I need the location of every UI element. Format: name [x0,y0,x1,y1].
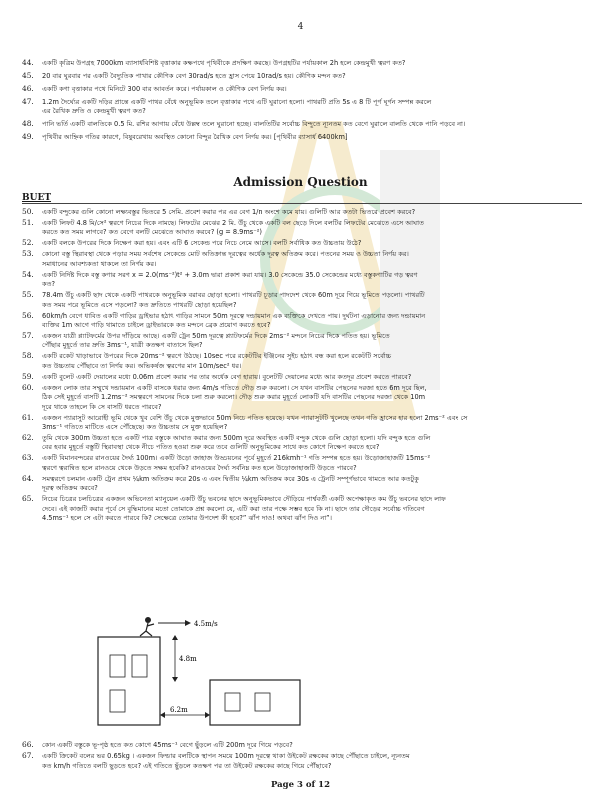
question-item [22,494,582,523]
question-item [22,740,582,750]
question-item [22,84,582,94]
question-number: 63. [22,453,34,463]
question-number: 61. [22,412,34,422]
question-text: সমাধানের আবশ্যকতা থাকলে তা নির্ণয় কর। [42,259,157,268]
divider [22,203,582,204]
question-text: সমত্বরণে চলমান একটি ট্রেন প্রথম ¼km অতিক্রম করে 20s এ এবং দ্বিতীয় ¼km অতিক্রম করে 30s এ ট্রেনটি সম্পূর্ণভাবে থামতে আর কতটুকু [42,474,419,483]
question-item [22,474,582,494]
question-number: 60. [22,382,34,392]
question-number: 49. [22,132,34,142]
question-text: এর রৈখিক দ্রুতি ও কেন্দ্রমুখী ত্বরণ কত? [42,107,146,116]
question-number: 45. [22,71,34,80]
question-text: একটি লিফট 4.8 মি/সে² ত্বরণে নিচের দিকে নামছে। লিফটের মেঝের 2 মি. উঁচু থেকে একটি বল ছেড়ে দিলে বলটির লিফটের মেঝেতে এসে আঘাত [42,219,424,227]
question-number: 64. [22,473,34,483]
question-text: পানি ভর্তি একটি বালতিকে 0.5 মি. রশির আগায় বেঁধে উল্লম্ব তলে ঘুরানো হচ্ছে। বালতিটির সর্বোচ্চ বিন্দুতে ন্যূনতম কত বেগে ঘুরালে বালতি থেকে পানি পড়বে না। [42,120,466,129]
question-item [22,249,582,269]
page-footer: Page 3 of 12 [271,780,330,790]
question-item [22,383,582,412]
figure-height-label: 4.8m [179,655,197,663]
question-text: 20 বার ঘুরবার পর একটি বৈদ্যুতিক পাখার কৌণিক বেগ 30rad/s হতে হ্রাস পেয়ে 10rad/s হয়। কৌণিক মন্দন কত? [42,72,346,80]
question-item [22,58,582,68]
section-heading: Admission Question [233,175,368,189]
figure-gap-label: 6.2m [170,706,188,714]
rooftop-jump-figure [90,615,310,730]
page-number: 4 [297,22,304,32]
question-text: করতে কত সময় লাগবে? কত বেগে বলটি মেঝেতে আঘাত করবে? (g = 8.9ms⁻²) [42,228,262,237]
question-number: 55. [22,290,34,300]
question-text: ত্বরণে ত্বরান্বিত হলে রানওয়ে থেকে উড়তে সক্ষম হবেকি? রানওয়ের দৈর্ঘ্য সর্বনিম্ন কত হলে উড়োজাহাজটি উড়তে পারবে? [42,463,357,472]
question-item [22,207,582,217]
question-number: 50. [22,207,34,216]
question-text: একটি রকেট খাড়াভাবে উপরের দিকে 20ms⁻² ত্বরণে উঠছে। 10sec পরে রকেটটির ইঞ্জিনের সুইচ হঠাৎ বন্ধ করা হলে রকেটটি সর্বোচ্চ [42,352,392,361]
question-text: বের হবার মুহূর্তে বস্তুটি স্থিরাবস্থা থেকে নীচে পতিত হওয়া শুরু করে তবে গুলিটি অনুভূমিকের সাথে কত কোণে নিক্ষেপ করতে হবে? [42,443,380,452]
question-item [22,331,582,351]
figure-velocity-label: 4.5m/s [194,620,218,628]
question-item [22,351,582,371]
question-number: 52. [22,238,34,248]
question-number: 44. [22,58,34,67]
question-text: দূরে থাকে তাহলে কি সে বাসটি ধরতে পারবে? [42,402,162,411]
question-item [22,238,582,248]
question-number: 56. [22,310,34,320]
question-number: 62. [22,433,34,442]
question-item [22,433,582,453]
question-text: একটি বলকে উপরের দিকে নিক্ষেপ করা হয়। এবং এটি 6 সেকেন্ড পরে নিচে নেমে আসে। বলটি সর্বাধিক কত উচ্চতায় উঠে? [42,239,362,248]
question-text: একজন যাত্রী প্ল্যাটফর্মের উপর দাঁড়িয়ে আছে। একটি ট্রেন 50m দূরত্বে প্ল্যাটফর্মের দিকে 2ms⁻² মন্দনে নিচের দিকে পতিত হয়। ভূমিতে [42,332,390,340]
question-text: একটি বন্দুকের গুলি কোনো লক্ষ্যবস্তুর ভিতরে 5 সেমি. প্রবেশ করার পর এর বেগ 1/n অংশে কমে যায়। গুলিটি আর কতটা ভিতরে প্রবেশ করবে? [42,208,416,216]
question-number: 48. [22,119,34,129]
question-text: কোন একটি বস্তুকে ভূ-পৃষ্ঠ হতে কত কোণে 45ms⁻¹ বেগে ছুঁড়লে এটি 200m দূরে গিয়ে পড়বে? [42,741,293,749]
subsection-label: BUET [22,193,52,203]
question-item [22,453,582,473]
question-number: 65. [22,494,34,504]
question-text: একজন প্যারাসুট আরোহী ভূমি থেকে খুব বেশি উঁচু থেকে মুক্তভাবে 50m নিচে পতিত হয়েছে। যখন প্যারাসুটটি খুলেছে তখন গতি হ্রাসের হার হলো 2ms⁻² এবং সে [42,413,468,422]
question-text: একজন লোক তার সম্মুখে দন্ডায়মান একটি বাসকে ধরার জন্য 4m/s গতিতে দৌড় শুরু করলো। সে যখন বাসটির পেছনের দরজা হতে 6m দূরে ছিল, [42,383,427,392]
question-number: 58. [22,351,34,361]
question-item [22,311,582,331]
question-number: 67. [22,751,34,761]
question-text: 4.5ms⁻¹ হলে সে এটা করতে পারবে কি? সেক্ষেত্রে তোমার উপদেশ কী হবে?” ঝাঁপ দাও! অথবা ঝাঁপ দিও না”। [42,514,332,522]
question-number: 59. [22,371,34,381]
question-text: কোনো বস্তু স্থিরাবস্থা থেকে পড়ার সময় সর্বশেষ সেকেন্ডে মোট অতিক্রান্ত দূরত্বের অর্ধেক দূরত্ব অতিক্রম করে। পতনের সময় ও উচ্চতা নির্ণয় কর। [42,250,409,259]
question-text: 3ms⁻¹ গতিতে মাটিতে এসে পৌঁছেছে। কত উচ্চতায় সে মুক্ত হয়েছিল? [42,423,228,431]
question-text: একটি বুলেট একটি দেয়ালের মধ্যে 0.06m প্রবেশ করার পর তার অর্ধেক বেগ হারায়। বুলেটটি দেয়ালের মধ্যে আর কতদূর প্রবেশ করতে পারবে? [42,372,412,381]
question-item [22,751,582,771]
question-text: 78.4m উঁচু একটি ছাদ থেকে একটি পাথরকে অনুভূমিক বরাবর ছোড়া হলো। পাথরটি চূড়ার পাদদেশ থেকে 60m দূরে গিয়ে ভূমিতে পড়লো। পাথরটি [42,291,425,300]
question-number: 47. [22,97,34,106]
question-number: 53. [22,249,34,259]
question-text: 60km/h বেগে ধাবিত একটি গাড়ির ড্রাইভার হঠাৎ গাড়ির সামনে 50m দূরত্বে দন্ডায়মান এক ব্যক্তিকে দেখতে পায়। দুর্ঘটনা এড়ানোর জন্য দন্ডায়মান [42,311,426,320]
question-item [22,218,582,238]
question-text: 1.2m দৈর্ঘ্যের একটি দড়ির প্রান্তে একটি পাথর বেঁধে অনুভূমিক তলে বৃত্তাকার পথে এটি ঘুরানো হলো। পাথরটি প্রতি 5s এ 8 টি পূর্ণ ঘূর্ণন সম্পন্ন করলে [42,98,432,106]
question-text: কত সময় পরে ভূমিতে এসে পড়লো? কত দ্রুতিতে পাথরটি ছোড়া হয়েছিল? [42,300,237,309]
question-text: একটি বিমানবন্দরের রানওয়ের দৈর্ঘ্য 100m। একটি উড়ো জাহাজ উড্ডয়নের পূর্বে মুহূর্তে 216kmh⁻¹ গতি সম্পন্ন হতে হয়। উড়োজাহাজটি 15ms⁻² [42,454,431,463]
question-text: একটি নির্দিষ্ট দিকে বস্তু কণার সরণ x = 2.0(ms⁻²)t² + 3.0m দ্বারা প্রকাশ করা যায়। 3.0 সেকেন্ডে 35.0 সেকেন্ডের মধ্যে বস্তুকণাটির গড় ত্বরণ [42,270,418,279]
question-text: একটি কণা বৃত্তাকার পথে মিনিটে 300 বার আবর্তন করে। পর্যায়কাল ও কৌণিক বেগ নির্ণয় কর। [42,85,287,93]
question-item [22,413,582,433]
question-number: 54. [22,269,34,279]
question-number: 66. [22,740,34,749]
question-text: দেবে। এই কাজটি করার পূর্বে সে বুদ্ধিমানের মতো তোমাকে প্রশ্ন করলো যে, এটি করা তার পক্ষে সম্ভব হবে কি না। ছাদে তার দৌড়ের সর্বোচ্চ গতিবেগ [42,504,425,513]
question-item [22,270,582,290]
question-text: দূরত্ব অতিক্রম করবে? [42,484,98,493]
question-text: ব্যক্তির 1m আগে গাড়ি থামাতে চাইলে ড্রাইভারকে কত মন্দনে ব্রেক প্রয়োগ করতে হবে? [42,321,271,329]
question-text: কত km/h গতিতে বলটি ছুড়তে হবে? এই গতিতে ছুঁড়লে কতক্ষণ পর তা উইকেট রক্ষকের কাছে গিয়ে পৌঁছাবে? [42,761,332,770]
question-text: একটি ক্রিকেট বলের ভর 0.65kg । একজন ফিল্ডার বলটিকে স্থাপন সময়ে 100m দূরত্বে থাকা উইকেট রক্ষকের কাছে পৌঁছাতে চাইলে, ন্যূনতম [42,752,410,761]
question-text: নিচের চিত্রের চলচিত্রের একজন অভিনেতা ম্যানুয়েল একটি উঁচু ভবনের ছাদে অনুভূমিকভাবে দৌড়িয়ে পার্শ্ববর্তী একটি অপেক্ষাকৃত কম উঁচু ভবনের ছাদে লাফ [42,495,446,504]
question-number: 51. [22,218,34,227]
question-item [22,132,582,142]
question-text: কত? [42,280,56,289]
question-text: তুমি থেকে 300m উচ্চতা হতে একটি পাত্র বস্তুকে আঘাত করার জন্য 500m দূরে অবস্থিত একটি বন্দুক থেকে গুলি ছোড়া হলো। যদি বন্দুক হতে গুলি [42,434,431,442]
question-number: 57. [22,331,34,340]
question-item [22,290,582,310]
question-text: পৌঁছার মুহূর্তে তার দ্রুতি 3ms⁻¹, যাত্রী কতক্ষণ বাতাসে ছিল? [42,341,203,350]
question-item [22,372,582,382]
question-text: কত উচ্চতায় পৌঁছাবে তা নির্ণয় কর। অভিকর্ষজ ত্বরণের মান 10m/sec² ধর। [42,361,242,370]
question-item [22,97,582,117]
question-item [22,119,582,129]
question-text: একটি কৃত্রিম উপগ্রহ 7000km ব্যাসার্ধবিশিষ্ট বৃত্তাকার কক্ষপথে পৃথিবীকে প্রদক্ষিণ করছে। উপগ্রহটির পর্যায়কাল 2h হলে কেন্দ্রমুখী ত্বরণ কত? [42,59,406,67]
question-item [22,71,582,81]
question-number: 46. [22,84,34,93]
question-text: পৃথিবীর আহ্নিক গতির কারণে, বিষুবরেখায় অবস্থিত কোনো বিন্দুর রৈখিক বেগ নির্ণয় কর। [পৃথিবীর ব্যাসার্ধ 6400km] [42,133,348,142]
question-text: ঠিক সেই মুহূর্তে বাসটি 1.2ms⁻² সমত্বরণে সামনের দিকে চলা শুরু করলো। দৌড় শুরু করার মুহূর্তে লোকটি যদি বাসটির পেছনের দরজা থেকে 10m [42,393,426,402]
